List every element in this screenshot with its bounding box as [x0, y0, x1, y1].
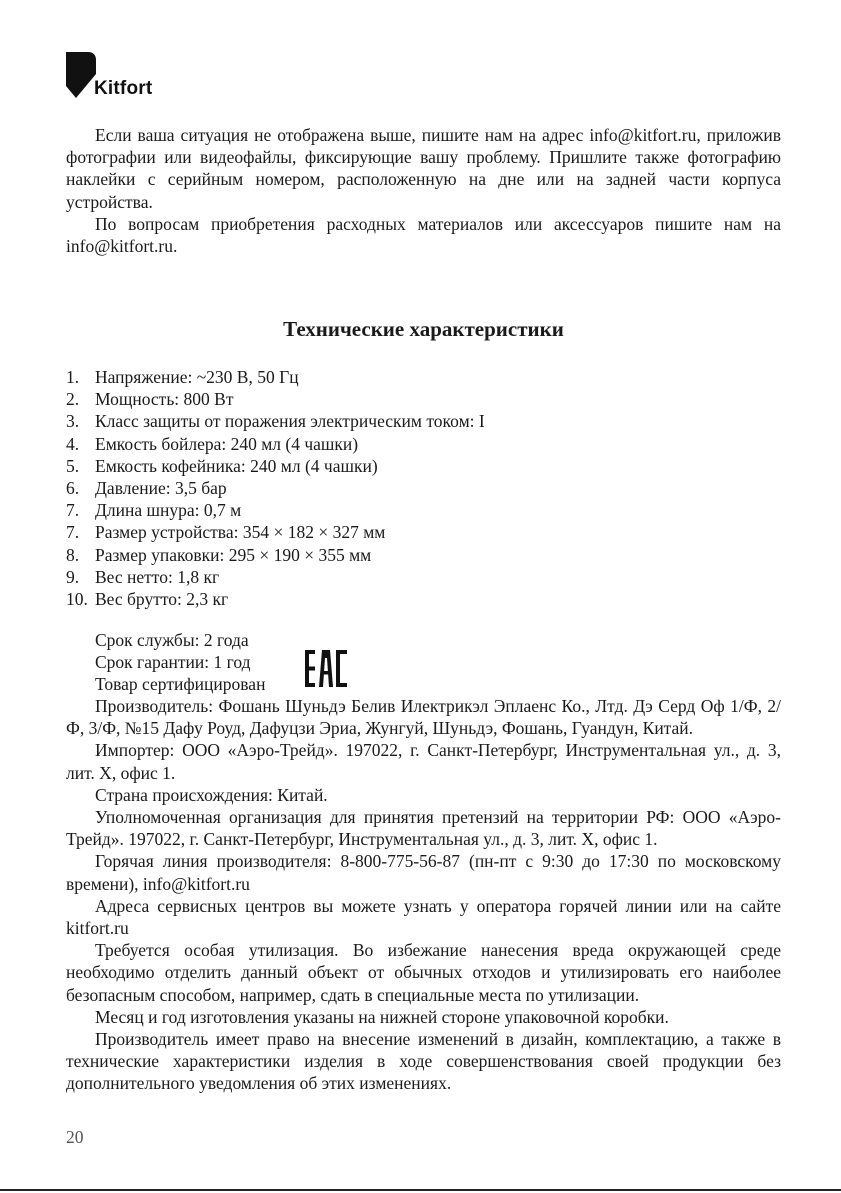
spec-item: [66, 521, 485, 543]
intro-paragraph: По вопросам приобретения расходных материалов или аксессуаров пишите нам на info@kitfort.ru.: [66, 213, 781, 257]
spec-item: [66, 433, 485, 455]
manufacturer-paragraph: Производитель: Фошань Шуньдэ Белив Илектрикэл Эплаенс Ко., Лтд. Дэ Серд Оф 1/Ф, 2/Ф, 3/Ф, №15 Дафу Роуд, Дафуцзи Эриа, Жунгуй, Шуньдэ, Фошань, Гуандун, Китай.: [66, 696, 781, 739]
spec-text: Класс защиты от поражения электрическим током: I: [95, 411, 485, 432]
spec-item: [66, 455, 485, 477]
warranty-period: Срок гарантии: 1 год: [95, 652, 251, 673]
details-section: [66, 695, 781, 1095]
claims-paragraph: Уполномоченная организация для принятия претензий на территории РФ: ООО «Аэро-Трейд». 197022, г. Санкт-Петербург, Инструментальная ул., д. 3, лит. Х, офис 1.: [66, 807, 781, 850]
hotline-paragraph: Горячая линия производителя: 8-800-775-56-87 (пн-пт с 9:30 до 17:30 по московскому времени), info@kitfort.ru: [66, 851, 781, 894]
spec-item: [66, 566, 485, 588]
spec-text: Давление: 3,5 бар: [95, 478, 227, 499]
spec-text: Длина шнура: 0,7 м: [95, 500, 242, 521]
certified-label: Товар сертифицирован: [95, 674, 266, 695]
spec-item: [66, 499, 485, 521]
spec-number: 3.: [66, 411, 80, 432]
section-title: Технические характеристики: [283, 317, 564, 341]
spec-number: 8.: [66, 544, 80, 565]
spec-number: 10.: [66, 589, 88, 610]
brand-name: Kitfort: [94, 78, 153, 99]
spec-text: Мощность: 800 Вт: [95, 389, 234, 410]
spec-number: 6.: [66, 478, 80, 499]
spec-text: Размер упаковки: 295 × 190 × 355 мм: [95, 544, 372, 565]
spec-number: 5.: [66, 455, 80, 476]
page-divider: [0, 1189, 841, 1191]
intro-section: [66, 124, 781, 257]
kitfort-logo: [66, 52, 176, 102]
spec-text: Размер устройства: 354 × 182 × 327 мм: [95, 522, 386, 543]
spec-text: Напряжение: ~230 В, 50 Гц: [95, 367, 299, 387]
spec-item: [66, 544, 485, 566]
manufacture-date-paragraph: Месяц и год изготовления указаны на нижней стороне упаковочной коробки.: [95, 1006, 669, 1027]
service-centers-paragraph: Адреса сервисных центров вы можете узнать у оператора горячей линии или на сайте kitfort.ru: [66, 895, 781, 939]
eac-mark-icon: [305, 650, 347, 687]
importer-paragraph: Импортер: ООО «Аэро-Трейд». 197022, г. Санкт-Петербург, Инструментальная ул., д. 3, лит. Х, офис 1.: [66, 740, 781, 783]
kitfort-logo-icon: [66, 52, 96, 102]
certification-block: [95, 629, 265, 696]
changes-notice-paragraph: Производитель имеет право на внесение изменений в дизайн, комплектацию, а также в технические характеристики изделия в ходе совершенствования своей продукции без дополнительного уведомления об этих изменениях.: [66, 1029, 781, 1094]
spec-number: 2.: [66, 389, 80, 410]
spec-number: 4.: [66, 433, 80, 454]
spec-text: Вес брутто: 2,3 кг: [95, 589, 229, 610]
intro-paragraph: Если ваша ситуация не отображена выше, пишите нам на адрес info@kitfort.ru, приложив фотографии или видеофайлы, фиксирующие вашу проблему. Пришлите также фотографию наклейки с серийным номером, расположенную на дне или на задней части корпуса устройства.: [66, 125, 781, 212]
spec-number: 9.: [66, 566, 80, 587]
spec-item: [66, 588, 485, 610]
origin-paragraph: Страна происхождения: Китай.: [95, 784, 328, 805]
spec-item: [66, 410, 485, 432]
service-life: Срок службы: 2 года: [95, 630, 249, 650]
spec-text: Емкость бойлера: 240 мл (4 чашки): [95, 433, 359, 454]
specs-list: [66, 366, 485, 610]
spec-item: [66, 388, 485, 410]
spec-number: 7.: [66, 500, 80, 521]
spec-text: Емкость кофейника: 240 мл (4 чашки): [95, 455, 378, 476]
spec-number: 1.: [66, 367, 80, 387]
page-number: 20: [66, 1127, 84, 1147]
spec-item: [66, 366, 485, 388]
spec-number: 7.: [66, 522, 80, 543]
spec-text: Вес нетто: 1,8 кг: [95, 566, 220, 587]
disposal-paragraph: Требуется особая утилизация. Во избежание нанесения вреда окружающей среде необходимо отделить данный объект от обычных отходов и утилизировать его наиболее безопасным способом, например, сдать в специальные места по утилизации.: [66, 940, 781, 1005]
spec-item: [66, 477, 485, 499]
